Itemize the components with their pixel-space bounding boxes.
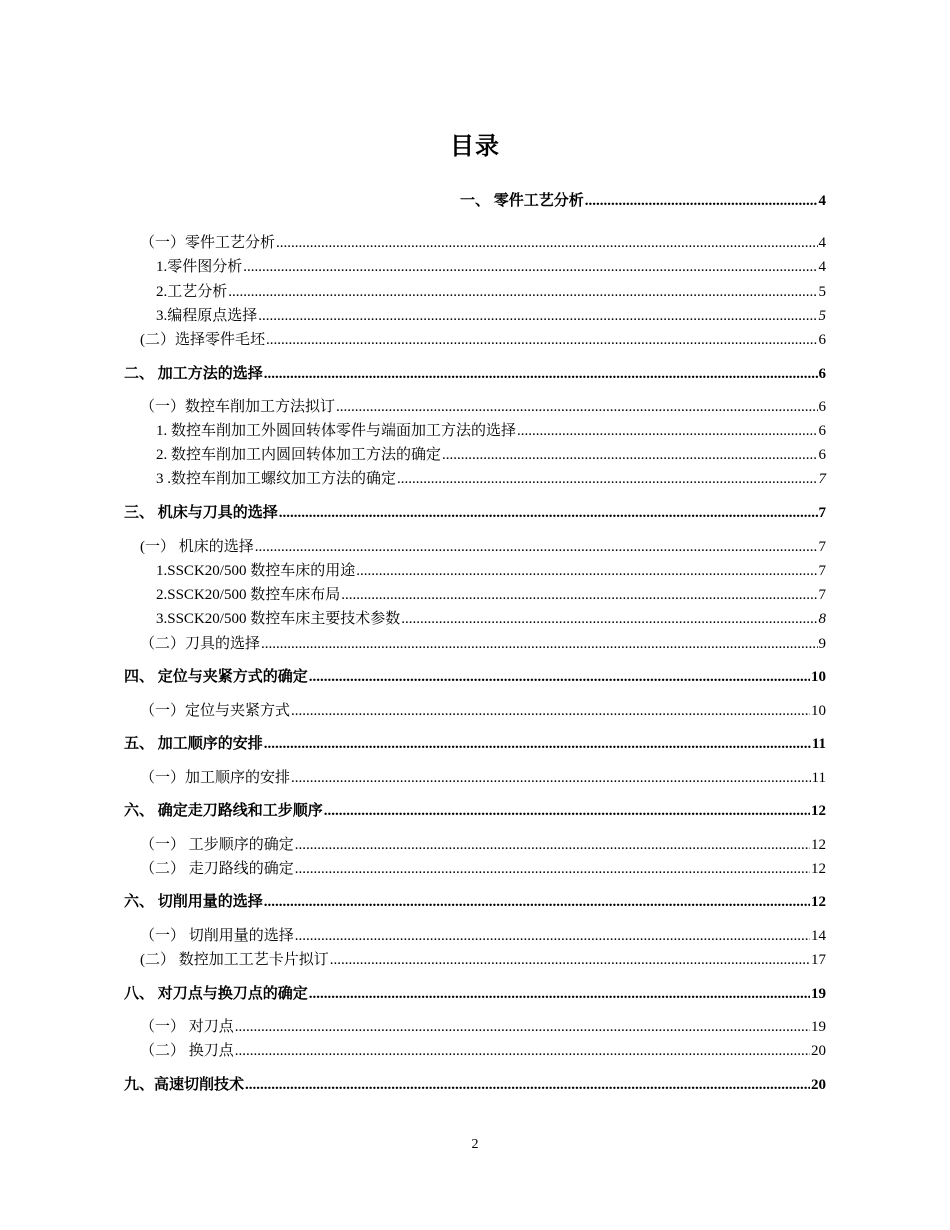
leader-dots <box>336 397 817 417</box>
leader-dots <box>258 306 817 326</box>
toc-entry-page: 7 <box>818 471 826 487</box>
toc-entry-page: 6 <box>818 332 826 348</box>
toc-entry-page: 12 <box>811 894 826 910</box>
leader-dots <box>309 984 810 1004</box>
leader-dots <box>330 950 810 970</box>
toc-entry-label: 1.零件图分析 <box>156 259 243 275</box>
leader-dots <box>266 330 818 350</box>
toc-entry[interactable] <box>124 734 826 754</box>
toc-entry[interactable] <box>124 1075 826 1095</box>
leader-dots <box>341 585 817 605</box>
leader-dots <box>309 667 810 687</box>
toc-entry[interactable] <box>156 609 826 629</box>
toc-entry-label: （一）数控车削加工方法拟订 <box>140 399 336 415</box>
toc-entry-page: 19 <box>811 986 826 1002</box>
toc-entry[interactable] <box>140 537 826 557</box>
toc-entry-page: 11 <box>811 736 826 752</box>
toc-entry[interactable] <box>140 950 826 970</box>
leader-dots <box>291 768 811 788</box>
toc-entry[interactable] <box>156 469 826 489</box>
toc-entry-page: 10 <box>811 703 826 719</box>
toc-entry-page: 6 <box>818 366 826 382</box>
toc-entry-page: 4 <box>818 259 826 275</box>
toc-entry-page: 14 <box>811 928 826 944</box>
toc-entry-page: 11 <box>811 770 826 786</box>
toc-entry-page: 6 <box>818 447 826 463</box>
toc-entry-page: 4 <box>818 235 826 251</box>
toc-entry[interactable] <box>140 634 826 654</box>
toc-entry-label: 2.SSCK20/500 数控车床布局 <box>156 587 341 603</box>
toc-entry-label: （二） 换刀点 <box>140 1043 234 1059</box>
leader-dots <box>276 233 817 253</box>
leader-dots <box>264 734 811 754</box>
toc-entry-label: （一） 切削用量的选择 <box>140 928 294 944</box>
toc-entry-page: 12 <box>811 861 826 877</box>
toc-entry-page: 5 <box>818 284 826 300</box>
leader-dots <box>517 421 817 441</box>
toc-entry-label: （一） 工步顺序的确定 <box>140 837 294 853</box>
toc-entry-page: 6 <box>818 399 826 415</box>
toc-entry-label: 3 .数控车削加工螺纹加工方法的确定 <box>156 471 397 487</box>
toc-entry-label: 1.SSCK20/500 数控车床的用途 <box>156 563 356 579</box>
toc-entry-label: (二）选择零件毛坯 <box>140 332 265 348</box>
toc-entry[interactable] <box>140 1017 826 1037</box>
toc-entry-label: 八、 对刀点与换刀点的确定 <box>124 986 308 1002</box>
leader-dots <box>295 835 810 855</box>
toc-entry[interactable] <box>140 233 826 253</box>
toc-entry[interactable] <box>156 445 826 465</box>
toc-entry[interactable] <box>140 1041 826 1061</box>
toc-entry-label: 六、 确定走刀路线和工步顺序 <box>124 803 323 819</box>
toc-entry-page: 9 <box>818 636 826 652</box>
toc-entry-page: 7 <box>818 563 826 579</box>
toc-entry-label: （一）定位与夹紧方式 <box>140 703 291 719</box>
toc-entry[interactable] <box>140 926 826 946</box>
leader-dots <box>295 926 810 946</box>
toc-entry[interactable] <box>140 859 826 879</box>
toc-entry[interactable] <box>140 397 826 417</box>
toc-entry[interactable] <box>140 330 826 350</box>
toc-entry[interactable] <box>124 984 826 1004</box>
toc-entry[interactable] <box>156 306 826 326</box>
toc-entry-page: 5 <box>818 308 826 324</box>
toc-entry-label: （一） 对刀点 <box>140 1019 234 1035</box>
page-number: 2 <box>471 1137 479 1152</box>
leader-dots <box>279 503 818 523</box>
toc-entry[interactable] <box>156 561 826 581</box>
toc-entry[interactable] <box>124 503 826 523</box>
toc-entry[interactable] <box>140 701 826 721</box>
leader-dots <box>261 634 817 654</box>
leader-dots <box>585 191 818 211</box>
page-title: 目录 <box>450 134 500 160</box>
toc-entry-page: 8 <box>818 611 826 627</box>
toc-entry[interactable] <box>156 421 826 441</box>
toc-entry-label: 九、高速切削技术 <box>124 1077 245 1093</box>
leader-dots <box>245 1075 810 1095</box>
toc-entry[interactable] <box>156 585 826 605</box>
leader-dots <box>235 1041 810 1061</box>
toc-entry[interactable] <box>124 892 826 912</box>
toc-entry-label: 1. 数控车削加工外圆回转体零件与端面加工方法的选择 <box>156 423 517 439</box>
toc-entry[interactable] <box>156 282 826 302</box>
toc-entry-label: 二、 加工方法的选择 <box>124 366 263 382</box>
toc-entry[interactable] <box>156 257 826 277</box>
toc-entry-page: 6 <box>818 423 826 439</box>
toc-entry-page: 7 <box>818 505 826 521</box>
toc-entry-page: 10 <box>811 669 826 685</box>
leader-dots <box>442 445 817 465</box>
leader-dots <box>255 537 818 557</box>
toc-entry-label: 四、 定位与夹紧方式的确定 <box>124 669 308 685</box>
toc-entry-label: （二） 走刀路线的确定 <box>140 861 294 877</box>
toc-entry-label: (二） 数控加工工艺卡片拟订 <box>140 952 329 968</box>
toc-entry-label: （一）加工顺序的安排 <box>140 770 291 786</box>
toc-entry-label: 3.编程原点选择 <box>156 308 258 324</box>
toc-entry-page: 12 <box>811 837 826 853</box>
toc-entry[interactable] <box>140 835 826 855</box>
leader-dots <box>324 801 810 821</box>
leader-dots <box>291 701 810 721</box>
toc-entry-page: 20 <box>811 1043 826 1059</box>
leader-dots <box>228 282 817 302</box>
toc-entry-page: 7 <box>818 587 826 603</box>
toc-entry-label: (一） 机床的选择 <box>140 539 254 555</box>
leader-dots <box>397 469 817 489</box>
leader-dots <box>295 859 810 879</box>
toc-entry-label: 六、 切削用量的选择 <box>124 894 263 910</box>
toc-entry-page: 12 <box>811 803 826 819</box>
toc-entry[interactable] <box>140 768 826 788</box>
toc-entry-label: 2.工艺分析 <box>156 284 228 300</box>
toc-entry-label: 2. 数控车削加工内圆回转体加工方法的确定 <box>156 447 442 463</box>
toc-entry-page: 7 <box>818 539 826 555</box>
toc-entry-page: 19 <box>811 1019 826 1035</box>
leader-dots <box>264 892 810 912</box>
toc-entry[interactable] <box>124 667 826 687</box>
toc-entry-page: 20 <box>811 1077 826 1093</box>
leader-dots <box>356 561 817 581</box>
toc-entry-label: 五、 加工顺序的安排 <box>124 736 263 752</box>
leader-dots <box>264 364 818 384</box>
toc-entry-label: （一）零件工艺分析 <box>140 235 276 251</box>
toc-entry-page: 17 <box>811 952 826 968</box>
toc-entry[interactable] <box>124 801 826 821</box>
toc-entry-label: 三、 机床与刀具的选择 <box>124 505 278 521</box>
toc-entry[interactable] <box>124 364 826 384</box>
leader-dots <box>243 257 817 277</box>
toc-entry-label: 一、 零件工艺分析 <box>460 193 584 209</box>
toc-entry-page: 4 <box>818 193 826 209</box>
leader-dots <box>235 1017 810 1037</box>
toc-entry[interactable] <box>460 191 826 211</box>
toc-entry-label: （二）刀具的选择 <box>140 636 261 652</box>
toc-entry-label: 3.SSCK20/500 数控车床主要技术参数 <box>156 611 401 627</box>
leader-dots <box>401 609 817 629</box>
